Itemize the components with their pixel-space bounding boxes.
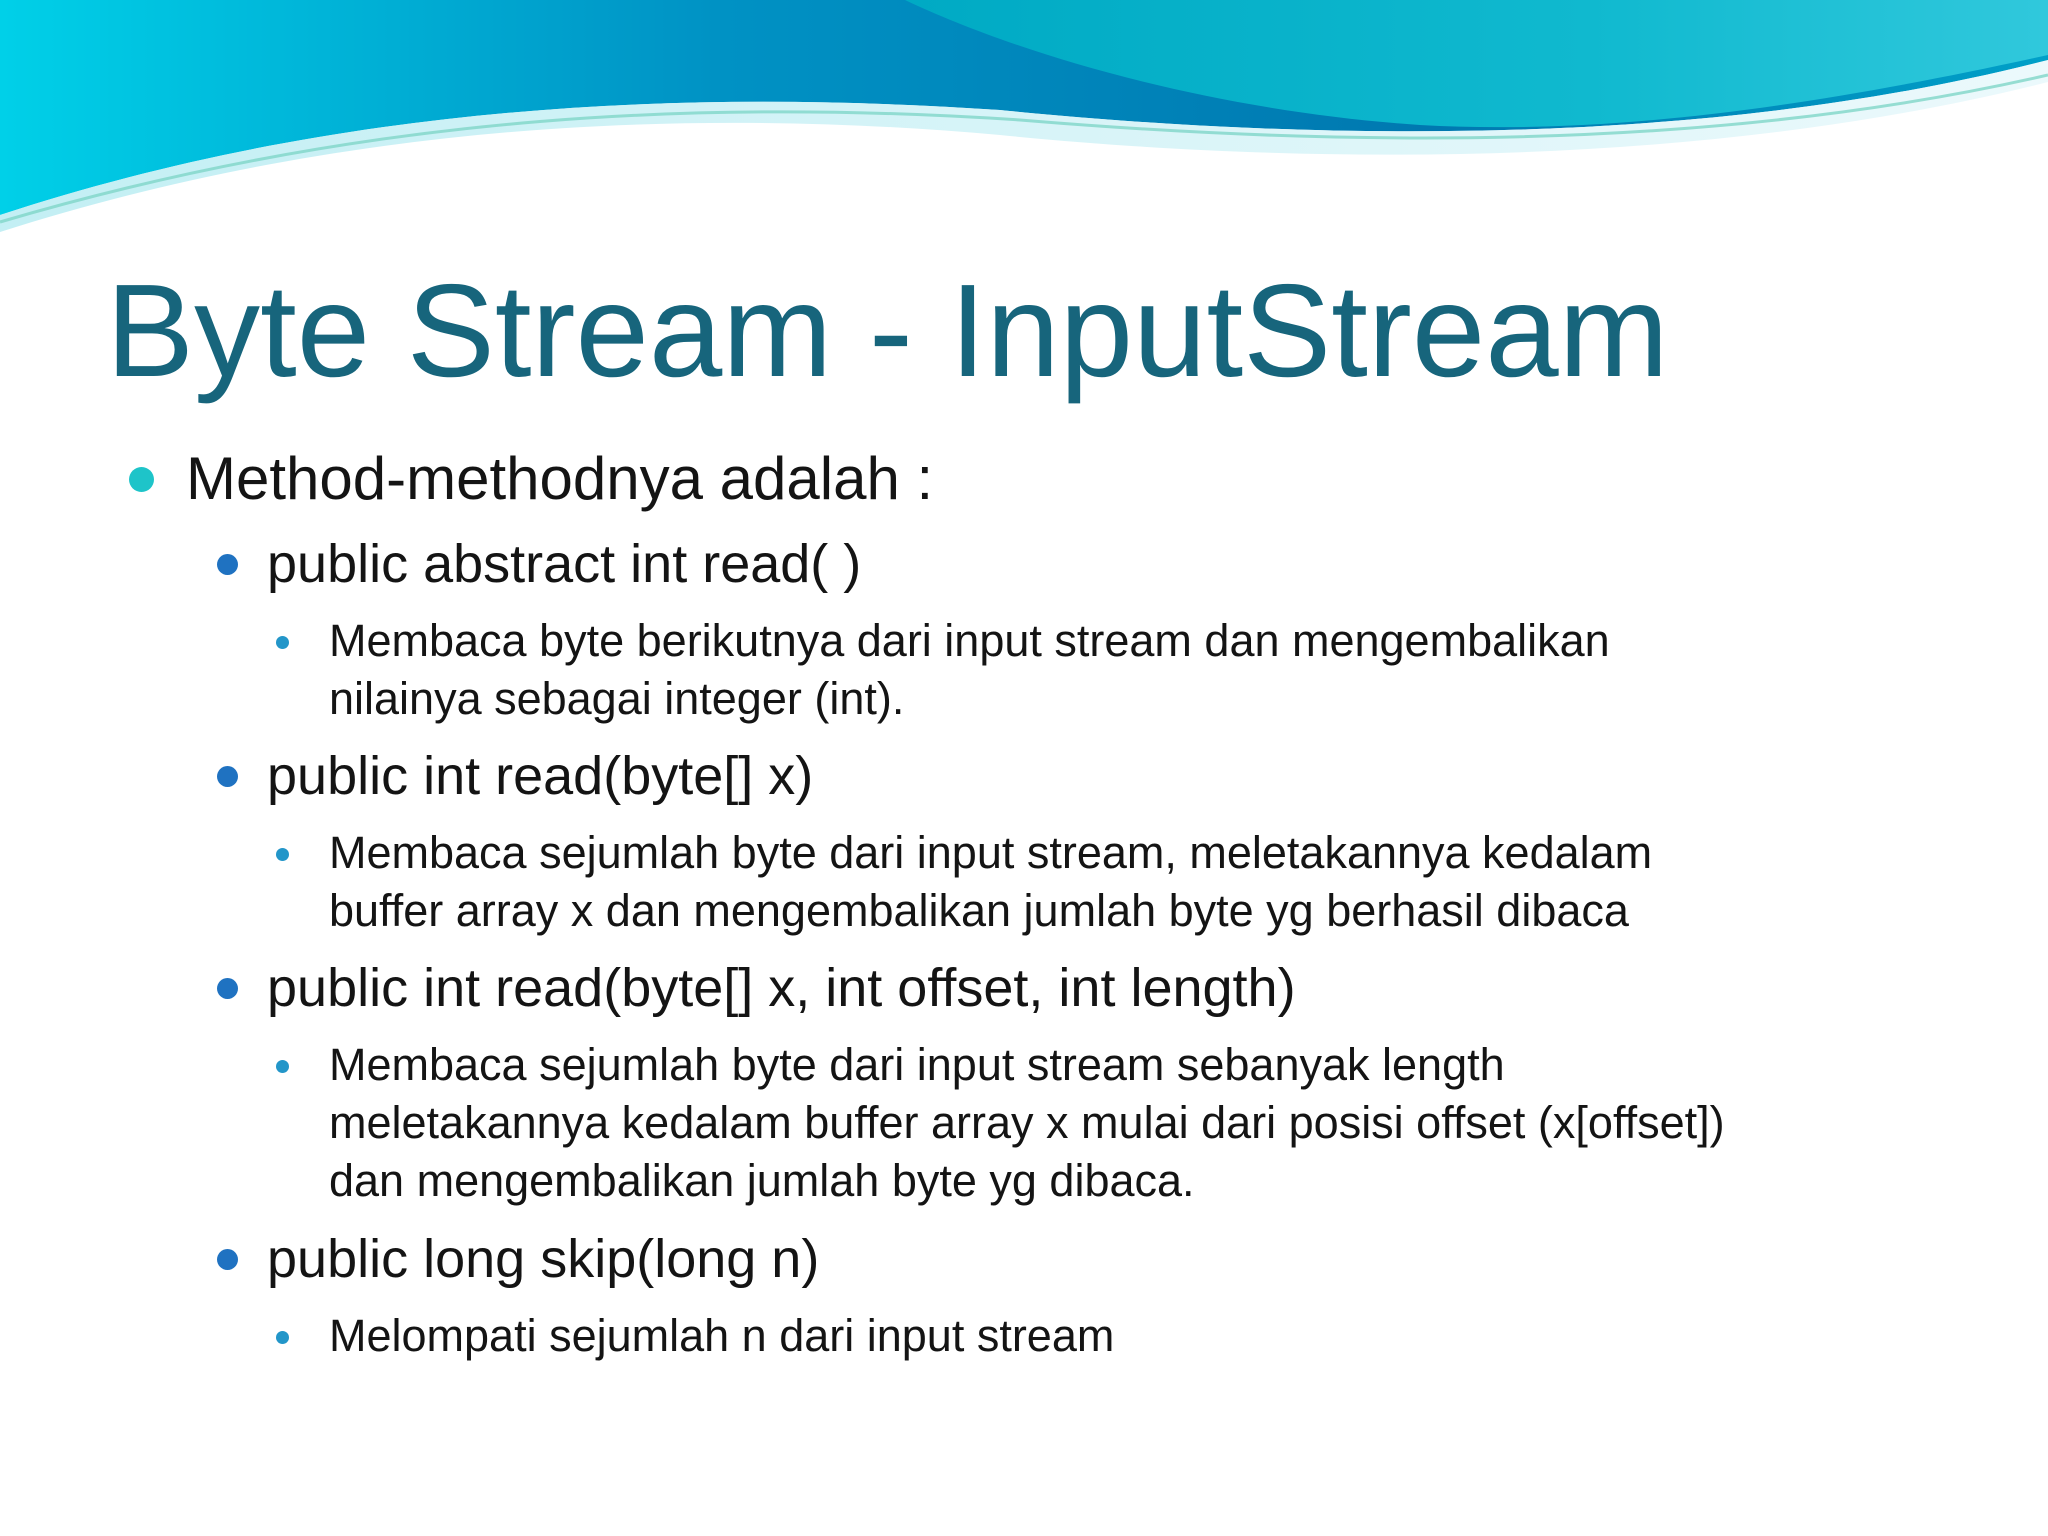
bullet-dot-level2 [217, 554, 238, 575]
method-description-line: Membaca byte berikutnya dari input stream dan mengembalikan [329, 615, 1610, 666]
method-signature: public int read(byte[] x, int offset, int length) [267, 958, 1296, 1018]
bullet-dot-level3 [276, 848, 289, 861]
bullet-dot-level2 [217, 1249, 238, 1270]
method-signature: public long skip(long n) [267, 1229, 820, 1289]
method-description-line: Membaca sejumlah byte dari input stream, meletakannya kedalam [329, 827, 1653, 878]
bullet-dot-level2 [217, 978, 238, 999]
method-description-line: buffer array x dan mengembalikan jumlah byte yg berhasil dibaca [329, 885, 1629, 936]
bullet-dot-level2 [217, 766, 238, 787]
bullet-dot-level1 [129, 467, 154, 492]
method-signature: public int read(byte[] x) [267, 746, 814, 806]
bullet-dot-level3 [276, 1331, 289, 1344]
method-description-line: nilainya sebagai integer (int). [329, 673, 905, 724]
intro-text: Method-methodnya adalah : [186, 445, 934, 512]
bullet-dot-level3 [276, 1060, 289, 1073]
method-signature: public abstract int read( ) [267, 534, 862, 594]
method-description-line: meletakannya kedalam buffer array x mulai dari posisi offset (x[offset]) [329, 1097, 1725, 1148]
method-description-line: dan mengembalikan jumlah byte yg dibaca. [329, 1155, 1195, 1206]
method-description-line: Membaca sejumlah byte dari input stream sebanyak length [329, 1039, 1505, 1090]
method-description-line: Melompati sejumlah n dari input stream [329, 1310, 1115, 1361]
slide-title: Byte Stream - InputStream [106, 257, 1669, 404]
bullet-dot-level3 [276, 636, 289, 649]
